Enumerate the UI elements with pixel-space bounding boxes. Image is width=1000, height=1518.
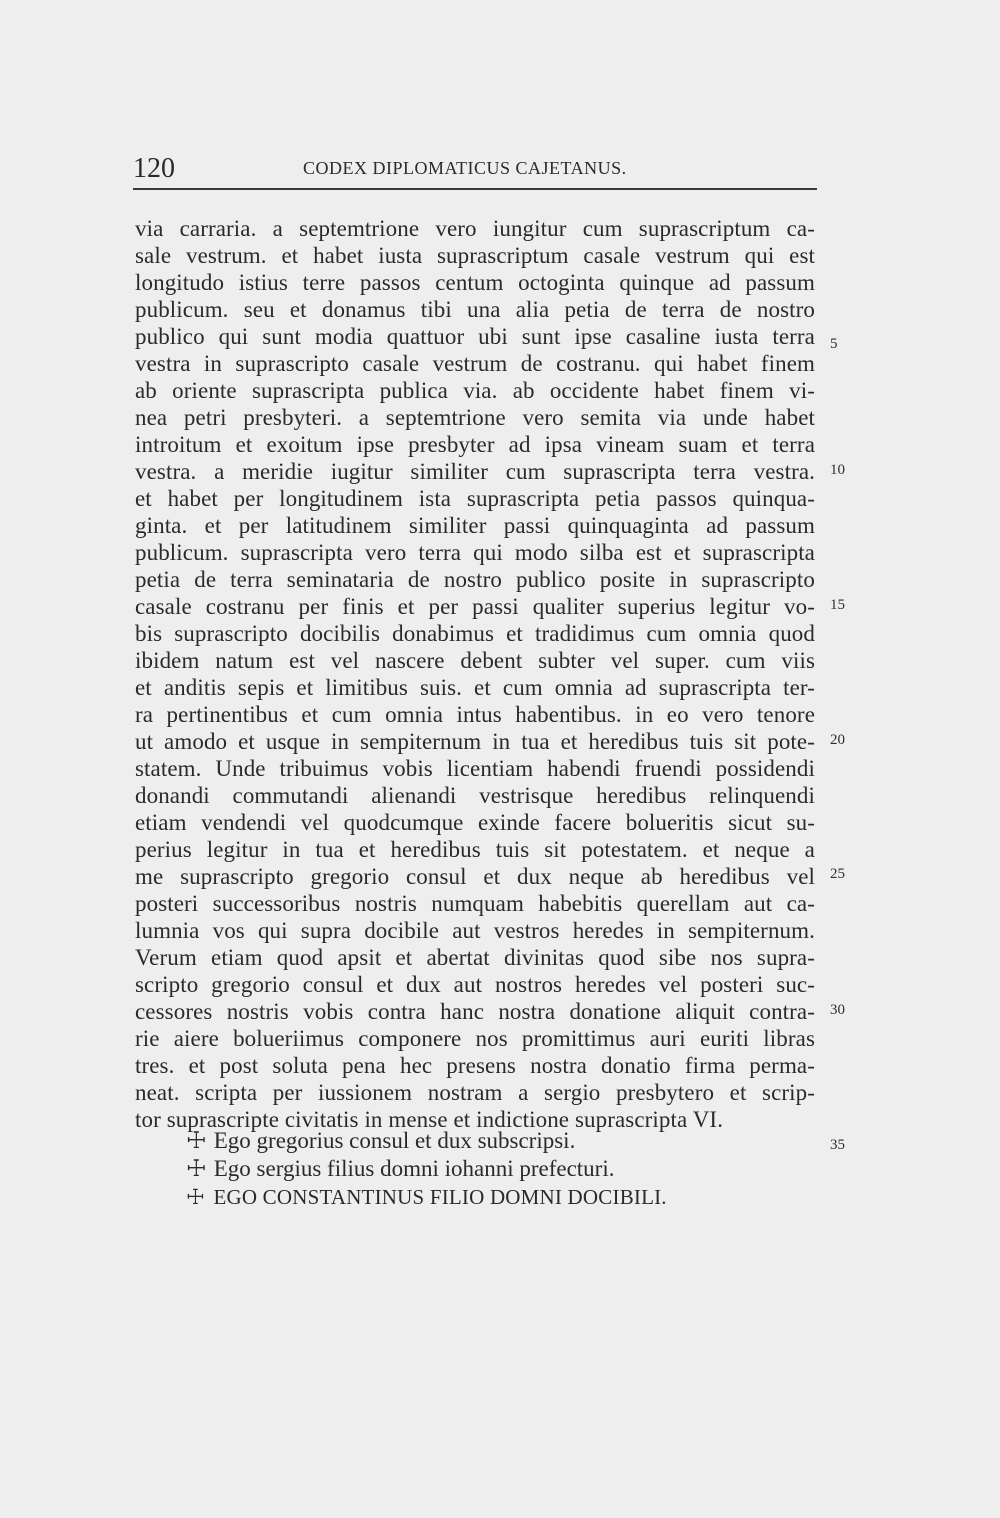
page-number: 120 bbox=[133, 153, 175, 184]
text-line: nea petri presbyteri. a septemtrione vero semita via unde habet bbox=[135, 405, 815, 430]
text-line: me suprascripto gregorio consul et dux neque ab heredibus vel bbox=[135, 864, 815, 889]
text-line: statem. Unde tribuimus vobis licentiam habendi fruendi possidendi bbox=[135, 756, 815, 781]
signature-text: Ego sergius filius domni iohanni prefecturi. bbox=[213, 1156, 615, 1181]
text-line: tres. et post soluta pena hec presens nostra donatio firma perma- bbox=[135, 1053, 815, 1078]
text-line: ra pertinentibus et cum omnia intus habentibus. in eo vero tenore bbox=[135, 702, 815, 727]
text-line: vestra. a meridie iugitur similiter cum suprascripta terra vestra. bbox=[135, 459, 815, 484]
text-line: etiam vendendi vel quodcumque exinde facere bolueritis sicut su- bbox=[135, 810, 815, 835]
margin-line-number: 5 bbox=[830, 336, 838, 352]
margin-line-number: 30 bbox=[830, 1002, 845, 1018]
text-line: publicum. seu et donamus tibi una alia petia de terra de nostro bbox=[135, 297, 815, 322]
signature-block bbox=[186, 1127, 667, 1211]
margin-line-number: 35 bbox=[830, 1137, 845, 1153]
text-line: ibidem natum est vel nascere debent subter vel super. cum viis bbox=[135, 648, 815, 673]
margin-line-number: 10 bbox=[830, 462, 845, 478]
text-line: rie aiere bolueriimus componere nos promittimus auri euriti libras bbox=[135, 1026, 815, 1051]
cross-icon: ☩ bbox=[186, 1156, 207, 1181]
text-line: ginta. et per latitudinem similiter passi quinquaginta ad passum bbox=[135, 513, 815, 538]
header-rule bbox=[133, 188, 817, 190]
text-line: scripto gregorio consul et dux aut nostros heredes vel posteri suc- bbox=[135, 972, 815, 997]
text-line: bis suprascripto docibilis donabimus et tradidimus cum omnia quod bbox=[135, 621, 815, 646]
text-line: vestra in suprascripto casale vestrum de costranu. qui habet finem bbox=[135, 351, 815, 376]
signature-line bbox=[186, 1127, 667, 1155]
margin-line-number: 20 bbox=[830, 732, 845, 748]
text-line: ut amodo et usque in sempiternum in tua et heredibus tuis sit pote- bbox=[135, 729, 815, 754]
text-line: Verum etiam quod apsit et abertat divinitas quod sibe nos supra- bbox=[135, 945, 815, 970]
margin-line-number: 15 bbox=[830, 597, 845, 613]
text-line: publico qui sunt modia quattuor ubi sunt ipse casaline iusta terra bbox=[135, 324, 815, 349]
cross-icon: ☩ bbox=[186, 1185, 206, 1209]
text-line: sale vestrum. et habet iusta suprascriptum casale vestrum qui est bbox=[135, 243, 815, 268]
text-line: via carraria. a septemtrione vero iungitur cum suprascriptum ca- bbox=[135, 216, 815, 241]
text-line: perius legitur in tua et heredibus tuis sit potestatem. et neque a bbox=[135, 837, 815, 862]
signature-line bbox=[186, 1183, 667, 1211]
text-line: neat. scripta per iussionem nostram a sergio presbytero et scrip- bbox=[135, 1080, 815, 1105]
text-line: cessores nostris vobis contra hanc nostra donatione aliquit contra- bbox=[135, 999, 815, 1024]
margin-line-number: 25 bbox=[830, 866, 845, 882]
text-line: ab oriente suprascripta publica via. ab occidente habet finem vi- bbox=[135, 378, 815, 403]
signature-text: Ego gregorius consul et dux subscripsi. bbox=[213, 1128, 576, 1153]
text-line: et habet per longitudinem ista suprascripta petia passos quinqua- bbox=[135, 486, 815, 511]
signature-line bbox=[186, 1155, 667, 1183]
text-line: petia de terra seminataria de nostro publico posite in suprascripto bbox=[135, 567, 815, 592]
signature-text: EGO CONSTANTINUS FILIO DOMNI DOCIBILI. bbox=[213, 1185, 667, 1209]
cross-icon: ☩ bbox=[186, 1128, 207, 1153]
text-line: longitudo istius terre passos centum octoginta quinque ad passum bbox=[135, 270, 815, 295]
text-line: posteri successoribus nostris numquam habebitis querellam aut ca- bbox=[135, 891, 815, 916]
running-head: CODEX DIPLOMATICUS CAJETANUS. bbox=[303, 158, 627, 178]
text-line: tor suprascripte civitatis in mense et indictione suprascripta VI. bbox=[135, 1107, 724, 1132]
text-line: casale costranu per finis et per passi qualiter superius legitur vo- bbox=[135, 594, 815, 619]
text-line: publicum. suprascripta vero terra qui modo silba est et suprascripta bbox=[135, 540, 815, 565]
text-line: et anditis sepis et limitibus suis. et cum omnia ad suprascripta ter- bbox=[135, 675, 815, 700]
text-line: donandi commutandi alienandi vestrisque heredibus relinquendi bbox=[135, 783, 815, 808]
text-line: introitum et exoitum ipse presbyter ad ipsa vineam suam et terra bbox=[135, 432, 815, 457]
body-text bbox=[135, 215, 815, 1133]
text-line: lumnia vos qui supra docibile aut vestros heredes in sempiternum. bbox=[135, 918, 815, 943]
